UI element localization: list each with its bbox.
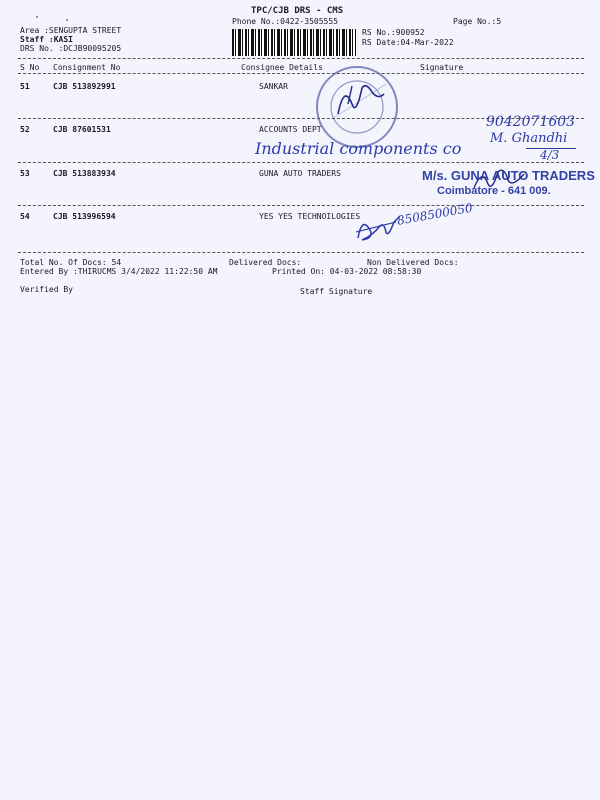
company-stamp-city: Coimbatore - 641 009.	[437, 185, 551, 197]
handwritten-phone-number: 9042071603	[486, 114, 576, 130]
printed-on: Printed On: 04-03-2022 08:58:30	[272, 267, 422, 276]
row-sno: 52	[20, 125, 30, 134]
entered-by: Entered By :THIRUCMS 3/4/2022 11:22:50 AM	[20, 267, 218, 276]
row-consignee: SANKAR	[259, 82, 288, 91]
stamp-signature-icon	[470, 164, 530, 194]
staff-label: Staff :KASI	[20, 35, 73, 44]
divider	[18, 252, 584, 253]
divider	[18, 58, 584, 59]
rs-date: RS Date:04-Mar-2022	[362, 38, 454, 47]
company-stamp-name: M/s. GUNA AUTO TRADERS	[422, 168, 595, 183]
speck	[36, 16, 38, 18]
area-label: Area :SENGUPTA STREET	[20, 26, 122, 35]
page-number: Page No.:5	[453, 17, 502, 26]
divider	[18, 205, 584, 206]
row-consignee: ACCOUNTS DEPT	[259, 125, 322, 134]
column-header-sno: S No	[20, 63, 40, 72]
barcode	[232, 29, 356, 56]
rs-number: RS No.:900952	[362, 28, 425, 37]
row-consignment-no: CJB 513883934	[53, 169, 116, 178]
round-seal-icon	[314, 64, 400, 150]
non-delivered-docs: Non Delivered Docs:	[367, 258, 459, 267]
row-sno: 54	[20, 212, 30, 221]
handwritten-date: 4/3	[540, 148, 560, 162]
row-consignment-no: CJB 513892991	[53, 82, 116, 91]
handwritten-signature-name: M. Ghandhi	[490, 131, 568, 146]
column-header-signature: Signature	[420, 63, 464, 72]
total-docs: Total No. Of Docs: 54	[20, 258, 122, 267]
row-consignee: GUNA AUTO TRADERS	[259, 169, 341, 178]
document-title: TPC/CJB DRS - CMS	[251, 6, 344, 16]
divider	[18, 162, 584, 163]
phone-number: Phone No.:0422-3505555	[232, 17, 338, 26]
handwritten-company-name: Industrial components co	[255, 139, 462, 158]
column-header-consignee: Consignee Details	[241, 63, 323, 72]
row-consignment-no: CJB 513996594	[53, 212, 116, 221]
handwritten-phone-number: 8508500050	[396, 200, 474, 228]
drs-number: DRS No. :DCJB90095205	[20, 44, 122, 53]
row-sno: 51	[20, 82, 30, 91]
row-sno: 53	[20, 169, 30, 178]
divider	[18, 73, 584, 74]
verified-by-label: Verified By	[20, 285, 73, 294]
row-consignment-no: CJB 87601531	[53, 125, 111, 134]
row-consignee: YES YES TECHNOILOGIES	[259, 212, 361, 221]
column-header-consignment: Consignment No	[53, 63, 121, 72]
staff-signature-label: Staff Signature	[300, 287, 373, 296]
speck	[66, 19, 68, 21]
delivered-docs: Delivered Docs:	[229, 258, 302, 267]
